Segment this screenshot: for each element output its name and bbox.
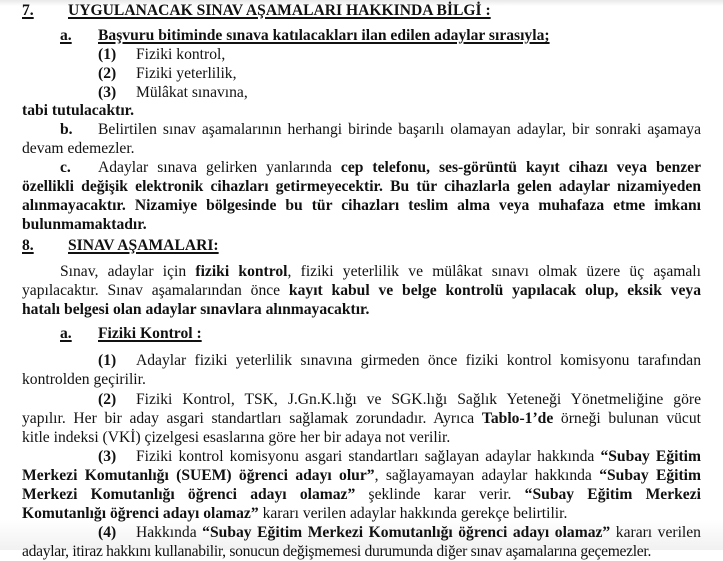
paragraph-8a3-line3: Merkezi Komutanlığı öğrenci adayı olamaz” şeklinde karar verir. “Subay Eğitim Merkezi [22,486,701,503]
paragraph-8a3-line4: Komutanlığı öğrenci adayı olamaz” kararı verilen adaylar hakkında gerekçe belirtilir. [22,505,568,522]
list-item: (1) Fiziki kontrol, [98,46,226,63]
subsection-title: Fiziki Kontrol : [98,325,202,342]
subsection-label: a. [60,27,72,44]
section-title: UYGULANACAK SINAV AŞAMALARI HAKKINDA BİLGİ : [68,2,491,19]
paragraph-number: (1) [98,352,117,369]
subsection-label: a. [60,325,72,342]
subsection-8a-heading [60,324,202,343]
paragraph-7c-line1: c. Adaylar sınava gelirken yanlarında cep telefonu, ses-görüntü kayıt cihazı veya benzer [60,159,702,176]
paragraph-8a4-line2: adaylar, itiraz hakkını kullanabilir, sonucun değişmemesi durumunda diğer sınav aşamalarına geçemezler. [22,543,652,560]
paragraph-label: b. [60,121,73,138]
section-8-heading [22,236,219,255]
paragraph-8a3-line1: (3) Fiziki kontrol komisyonu asgari standartları sağlayan adaylar hakkında “Subay Eğitim [98,448,701,465]
paragraph-7b-line2: devam edemezler. [22,140,135,157]
section-8-intro-line1: Sınav, adaylar için fiziki kontrol, fiziki yeterlilik ve mülâkat sınavı olmak üzere üç aşamalı [60,263,701,280]
paragraph-label: c. [60,159,71,176]
section-8-intro-line2: yapılacaktır. Sınav aşamalarından önce kayıt kabul ve belge kontrolü yapılacak olup, eksik veya [22,282,701,299]
paragraph-7c-line2: özellikli değişik elektronik cihazları getirmeyecektir. Bu tür cihazlarla gelen adaylar nizamiyeden [22,178,701,195]
paragraph-number: (4) [98,524,117,541]
paragraph-8a4-line1: (4) Hakkında “Subay Eğitim Merkezi Komutanlığı öğrenci adayı olamaz” kararı verilen [98,524,701,541]
paragraph-8a3-line2: Merkezi Komutanlığı (SUEM) öğrenci adayı olur”, sağlayamayan adaylar hakkında “Subay Eğitim [22,467,701,484]
list-item: (2) Fiziki yeterlilik, [98,65,237,82]
subsection-7a-heading [60,26,550,45]
section-8-intro-line3: hatalı belgesi olan adaylar sınavlara alınmayacaktır. [22,301,370,318]
section-number: 7. [22,2,34,19]
paragraph-8a2-line1: (2) Fiziki Kontrol, TSK, J.Gn.K.lığı ve SGK.lığı Sağlık Yeteneği Yönetmeliğine göre [98,391,701,408]
section-number: 8. [22,237,34,254]
subsection-text: Başvuru bitiminde sınava katılacakları ilan edilen adaylar sırasıyla; [98,27,550,44]
section-title: SINAV AŞAMALARI: [68,237,219,254]
paragraph-7c-line3: alınmayacaktır. Nizamiye bölgesinde bu tür cihazları teslim alma veya muhafaza etme imkanı [22,197,701,214]
paragraph-8a1-line1: (1) Adaylar fiziki yeterlilik sınavına girmeden önce fiziki kontrol komisyonu tarafından [98,352,701,369]
paragraph-number: (2) [98,391,117,408]
paragraph-7c-line4: bulunmamaktadır. [22,216,147,233]
list-item: (3) Mülâkat sınavına, [98,84,248,101]
section-7-heading [22,1,491,20]
paragraph-8a1-line2: kontrolden geçirilir. [22,371,146,388]
closing-text: tabi tutulacaktır. [22,102,135,119]
paragraph-8a2-line2: yapılır. Her bir aday asgari standartları sağlamak zorundadır. Ayrıca Tablo-1’de örneği bulunan vücut [22,410,701,427]
paragraph-number: (3) [98,448,117,465]
paragraph-8a2-line3: kitle indeksi (VKİ) çizelgesi esaslarına göre her bir adaya not verilir. [22,429,451,446]
paragraph-7b-line1: b. Belirtilen sınav aşamalarının herhangi birinde başarılı olamayan adaylar, bir sonraki aşamaya [60,121,701,138]
